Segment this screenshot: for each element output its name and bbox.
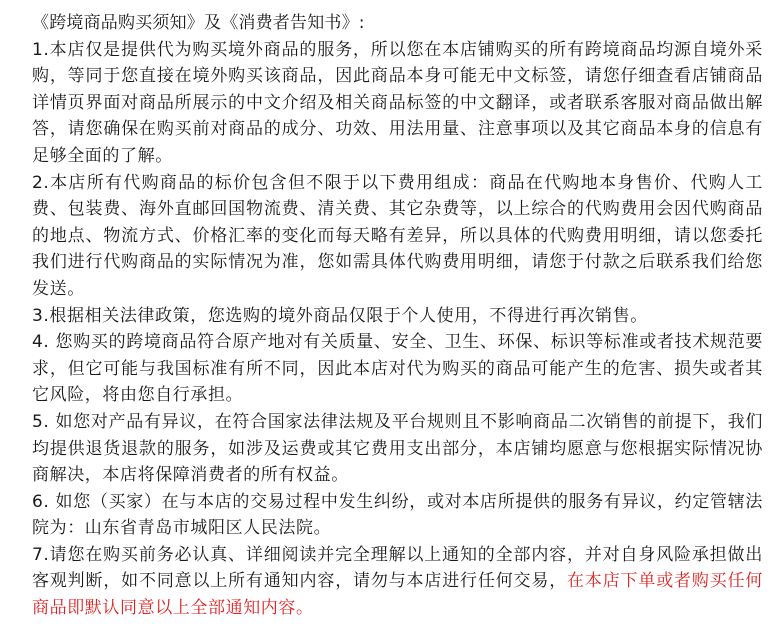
notice-item-6	[32, 489, 763, 542]
notice-item-4-text: 4. 您购买的跨境商品符合原产地对有关质量、安全、卫生、环保、标识等标准或者技术规范要求，但它可能与我国标准有所不同，因此本店对代为购买的商品可能产生的危害、损失或者其它风险，将由您自行承担。	[32, 332, 763, 406]
notice-heading: 《跨境商品购买须知》及《消费者告知书》:	[32, 13, 365, 33]
notice-item-7	[32, 542, 763, 622]
notice-item-5-text: 5. 如您对产品有异议，在符合国家法律法规及平台规则且不影响商品二次销售的前提下，我们均提供退货退款的服务，如涉及运费或其它费用支出部分，本店铺均愿意与您根据实际情况协商解决，本店将保障消费者的所有权益。	[32, 411, 763, 486]
notice-item-5	[32, 409, 763, 489]
notice-item-2-text: 2.本店所有代购商品的标价包含但不限于以下费用组成：商品在代购地本身售价、代购人工费、包装费、海外直邮回国物流费、清关费、其它杂费等，以上综合的代购费用会因代购商品的地点、物流方式、价格汇率的变化而每天略有差异，所以具体的代购费用明细，请以您委托我们进行代购商品的实际情况为准，您如需具体代购费用明细，请您于付款之后联系我们给您发送。	[32, 172, 763, 299]
notice-item-2	[32, 170, 763, 303]
notice-item-6-text: 6. 如您（买家）在与本店的交易过程中发生纠纷，或对本店所提供的服务有异议，约定管辖法院为：山东省青岛市城阳区人民法院。	[32, 491, 763, 539]
notice-item-3-text: 3.根据相关法律政策，您选购的境外商品仅限于个人使用，不得进行再次销售。	[32, 305, 648, 326]
notice-item-1	[32, 37, 763, 170]
notice-item-7-highlight: 在本店下单或者购买任何商品即默认同意以上全部通知内容。	[32, 571, 763, 619]
notice-item-3	[32, 303, 763, 330]
notice-item-7-text: 7.请您在购买前务必认真、详细阅读并完全理解以上通知的全部内容，并对自身风险承担做出客观判断，如不同意以上所有通知内容，请勿与本店进行任何交易，	[32, 544, 763, 592]
notice-item-4	[32, 329, 763, 409]
notice-item-1-text: 1.本店仅是提供代为购买境外商品的服务，所以您在本店铺购买的所有跨境商品均源自境外采购，等同于您直接在境外购买该商品，因此商品本身可能无中文标签，请您仔细查看店铺商品详情页界面对商品所展示的中文介绍及相关商品标签的中文翻译，或者联系客服对商品做出解答，请您确保在购买前对商品的成分、功效、用法用量、注意事项以及其它商品本身的信息有足够全面的了解。	[32, 39, 763, 166]
